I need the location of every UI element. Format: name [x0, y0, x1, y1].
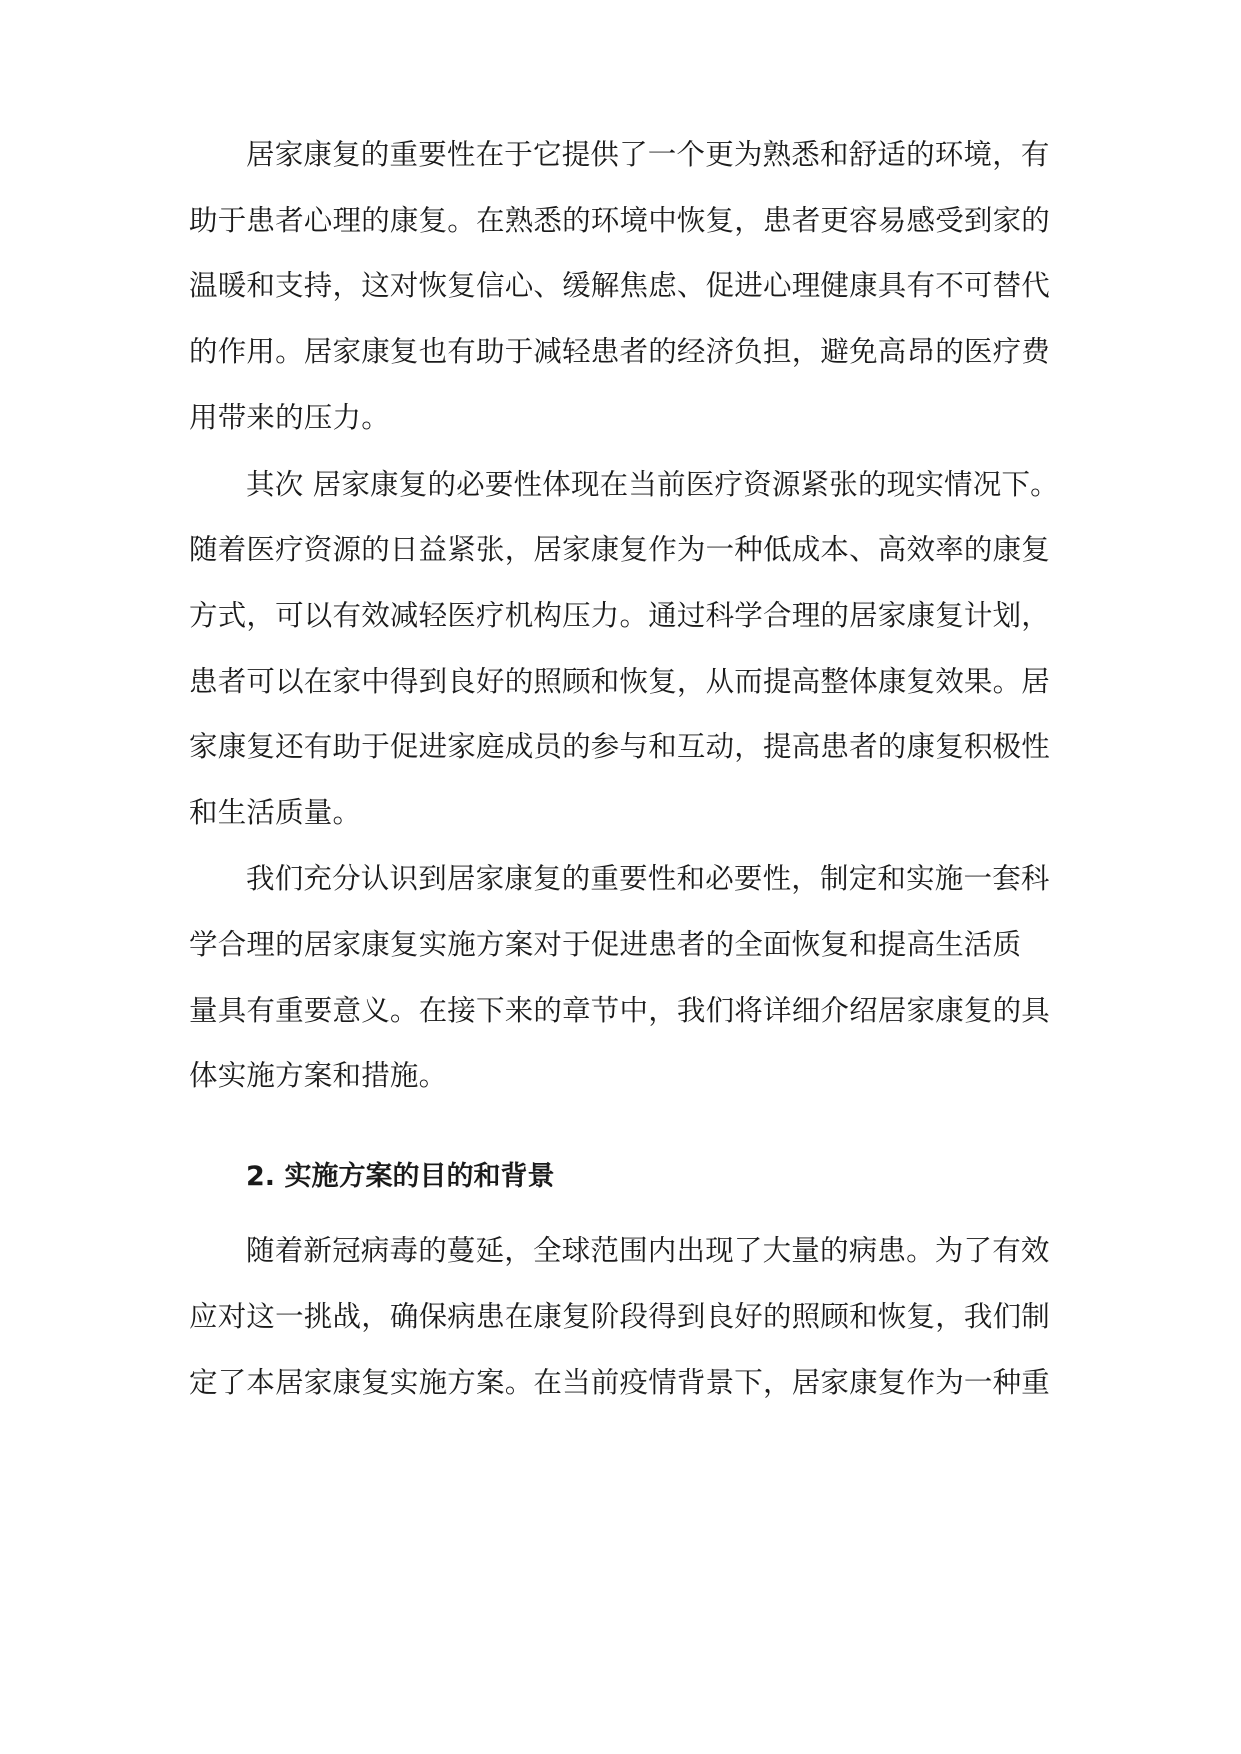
paragraph-line: 随着医疗资源的日益紧张，居家康复作为一种低成本、高效率的康复 [189, 533, 1051, 566]
paragraph-line: 和生活质量。 [189, 796, 362, 829]
paragraph-line: 家康复还有助于促进家庭成员的参与和互动，提高患者的康复积极性 [189, 730, 1051, 763]
paragraph-line: 患者可以在家中得到良好的照顾和恢复，从而提高整体康复效果。居 [189, 665, 1051, 698]
paragraph-line: 应对这一挑战，确保病患在康复阶段得到良好的照顾和恢复，我们制 [189, 1300, 1051, 1333]
paragraph-line: 温暖和支持，这对恢复信心、缓解焦虑、促进心理健康具有不可替代 [189, 269, 1051, 302]
paragraph-line: 随着新冠病毒的蔓延，全球范围内出现了大量的病患。为了有效 [246, 1234, 1050, 1267]
paragraph-line: 其次 居家康复的必要性体现在当前医疗资源紧张的现实情况下。 [246, 468, 1059, 501]
paragraph-line: 助于患者心理的康复。在熟悉的环境中恢复，患者更容易感受到家的 [189, 204, 1051, 237]
paragraph-line: 用带来的压力。 [189, 401, 390, 434]
paragraph-line: 的作用。居家康复也有助于减轻患者的经济负担，避免高昂的医疗费 [189, 335, 1051, 368]
paragraph-line: 学合理的居家康复实施方案对于促进患者的全面恢复和提高生活质 [189, 928, 1022, 961]
paragraph-line: 体实施方案和措施。 [189, 1059, 448, 1092]
paragraph-line: 我们充分认识到居家康复的重要性和必要性，制定和实施一套科 [246, 862, 1050, 895]
paragraph-line: 量具有重要意义。在接下来的章节中，我们将详细介绍居家康复的具 [189, 994, 1051, 1027]
paragraph-line: 定了本居家康复实施方案。在当前疫情背景下，居家康复作为一种重 [189, 1366, 1051, 1399]
paragraph-line: 方式，可以有效减轻医疗机构压力。通过科学合理的居家康复计划， [189, 599, 1051, 632]
paragraph-line: 居家康复的重要性在于它提供了一个更为熟悉和舒适的环境，有 [246, 138, 1050, 171]
section-heading: 2. 实施方案的目的和背景 [246, 1161, 555, 1192]
